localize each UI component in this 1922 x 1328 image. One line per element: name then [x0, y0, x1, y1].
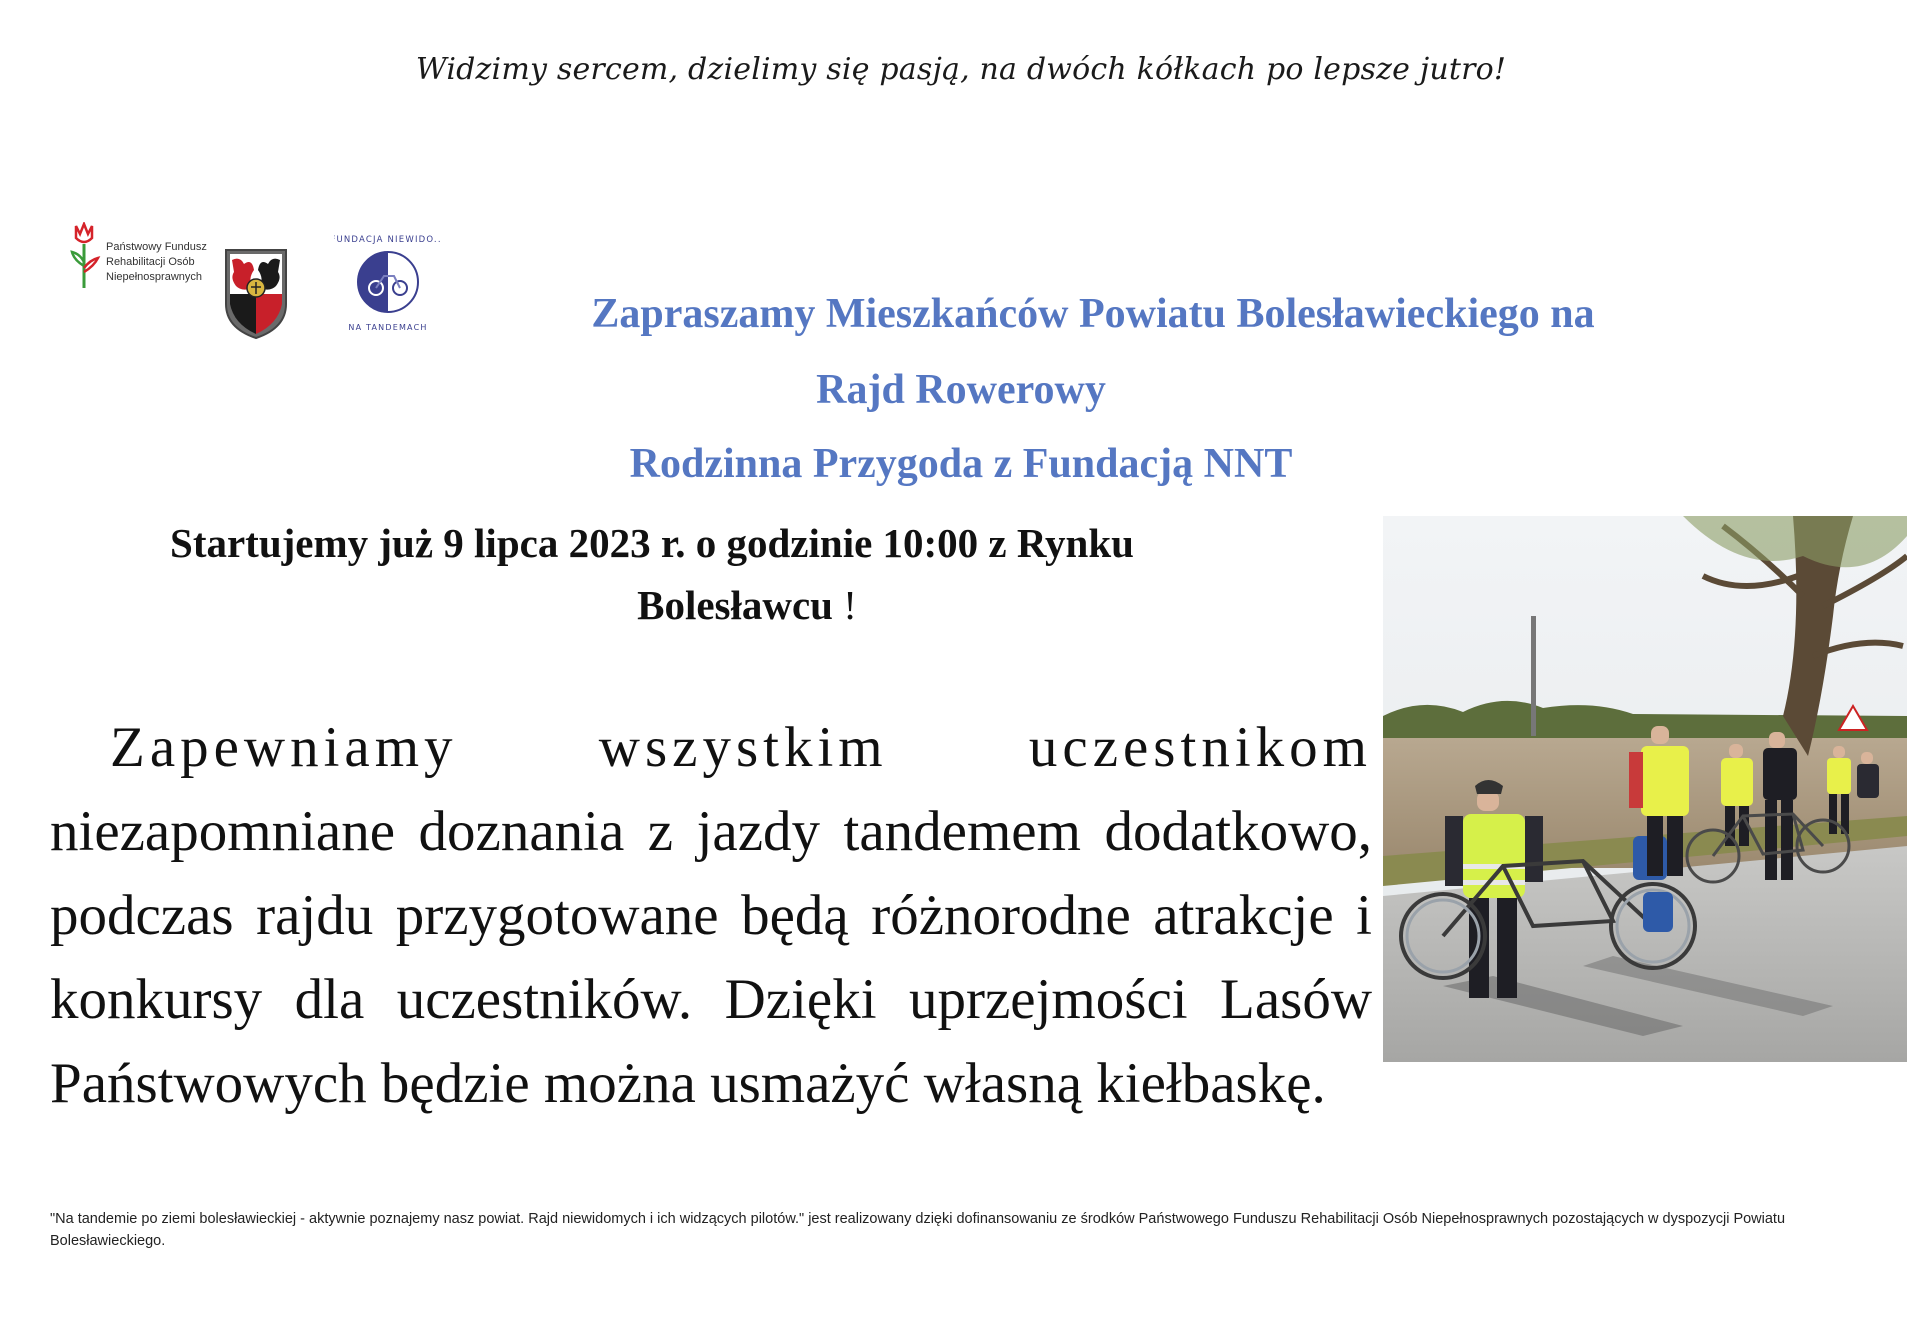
pfron-text — [106, 240, 207, 285]
nnt-top-text: FUNDACJA NIEWIDO... — [334, 235, 442, 245]
motto: Widzimy sercem, dzielimy się pasją, na dwóch kółkach po lepsze jutro! — [415, 52, 1507, 87]
invitation-line1: Zapraszamy Mieszkańców Powiatu Bolesławieckiego na — [591, 291, 1595, 337]
pfron-line1: Państwowy Fundusz — [106, 241, 207, 253]
start-place: Bolesławcu — [637, 582, 833, 628]
start-announcement — [82, 512, 1222, 636]
pfron-line3: Niepełnosprawnych — [106, 271, 202, 283]
invitation-line2: Rajd Rowerowy — [816, 367, 1106, 413]
invitation-line3: Rodzinna Przygoda z Fundacją NNT — [629, 441, 1293, 487]
funding-note: "Na tandemie po ziemi bolesławieckiej - aktywnie poznajemy nasz powiat. Rajd niewidomych i ich widzących pilotów." jest realizowany dzięki dofinansowaniu ze środków Państwowego Funduszu Rehabilitacji Osób Niepełnosprawnych pozostających w dyspozycji Powiatu Bolesławieckiego. — [50, 1211, 1786, 1249]
start-text: Startujemy już 9 lipca 2023 r. o godzinie 10:00 z Rynku — [170, 520, 1134, 566]
start-place-line — [82, 574, 1222, 636]
body-paragraph — [50, 706, 1372, 1126]
start-exclamation: ! — [833, 582, 857, 628]
body-first-line: Zapewniamy wszystkim uczestnikom — [110, 716, 1372, 779]
pfron-line2: Rehabilitacji Osób — [106, 256, 195, 268]
body-rest: niezapomniane doznania z jazdy tandemem dodatkowo, podczas rajdu przygotowane będą różnorodne atrakcje i konkursy dla uczestników. Dzięki uprzejmości Lasów Państwowych będzie można usmażyć własną kiełbaskę. — [50, 800, 1372, 1115]
nnt-bottom-text: NA TANDEMACH — [348, 323, 428, 332]
cyclists-with-tandem-bikes-photo — [1383, 516, 1907, 1062]
tulip-icon — [68, 222, 102, 292]
